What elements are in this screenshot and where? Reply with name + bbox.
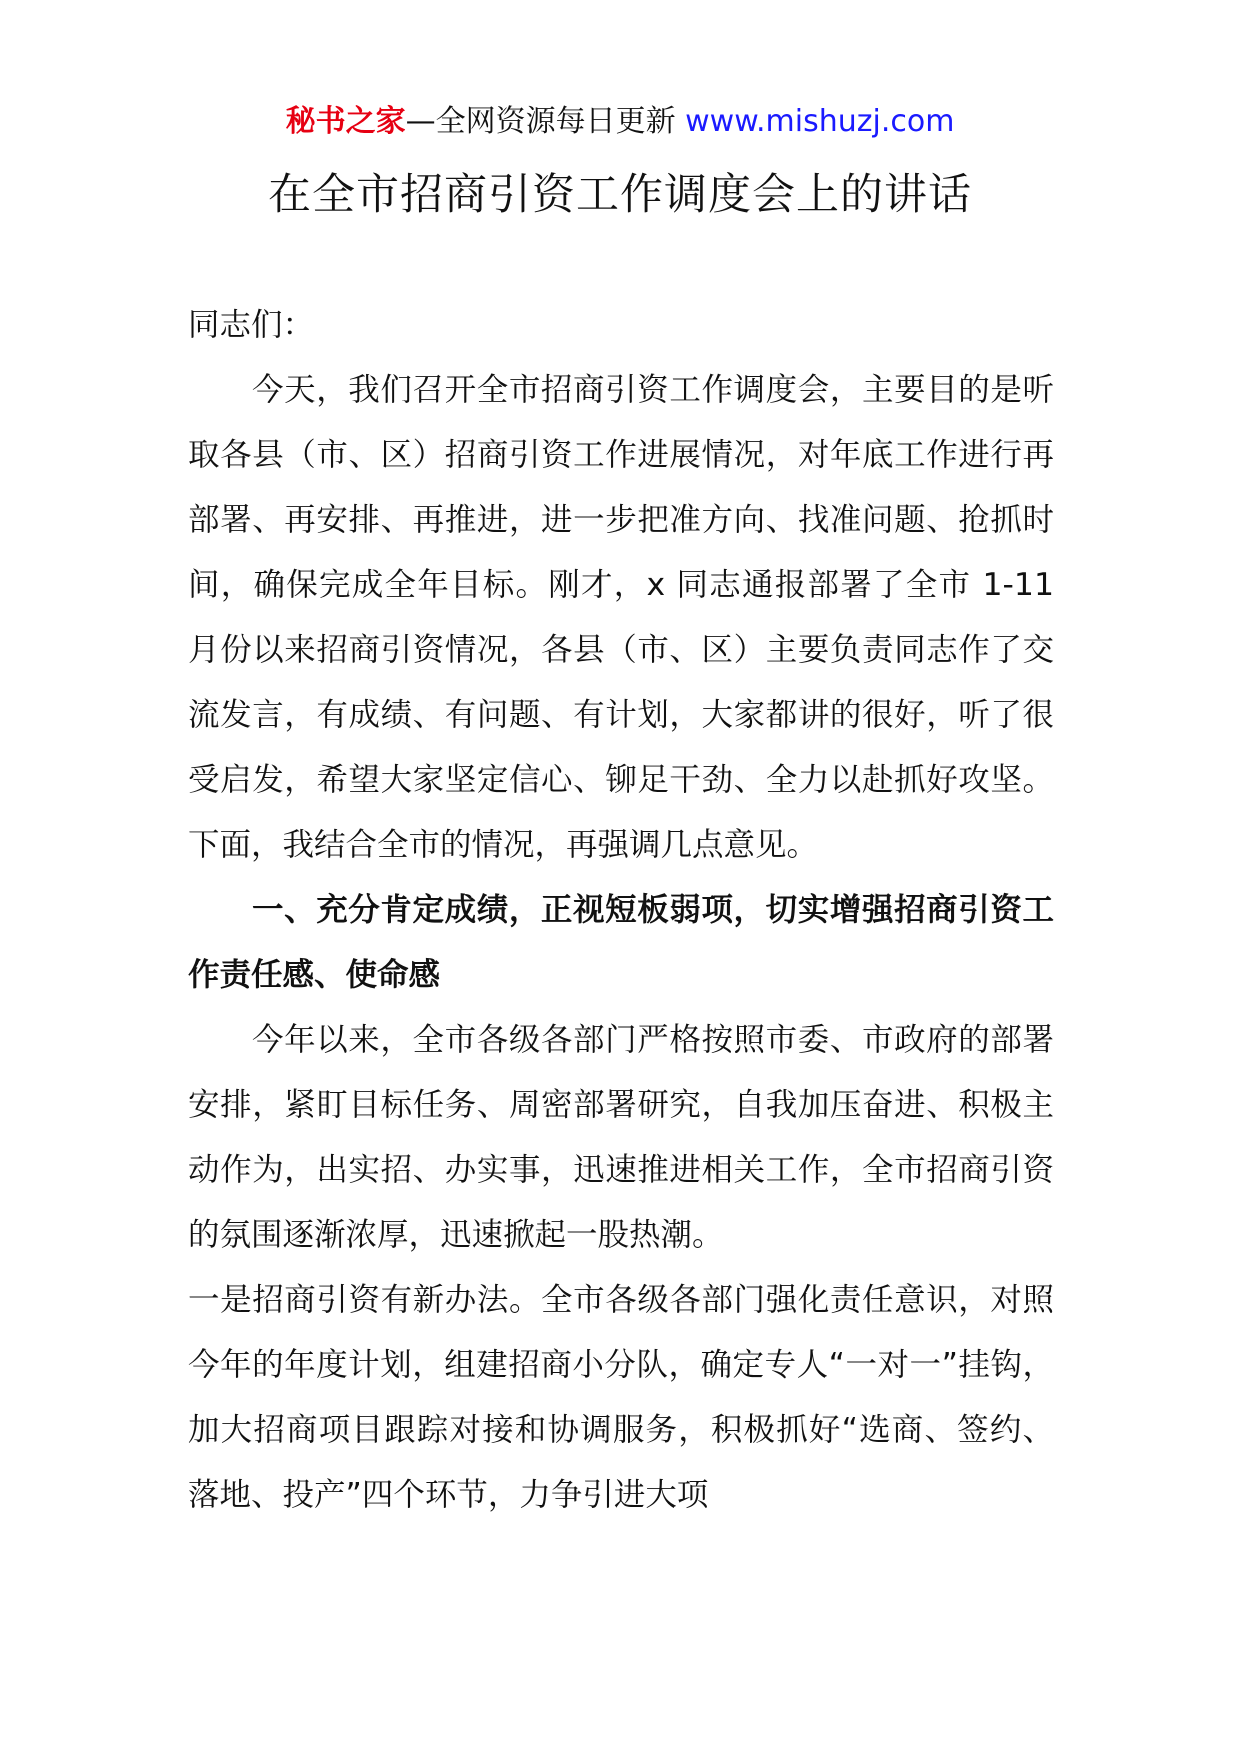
paragraph-achievements: 今年以来，全市各级各部门严格按照市委、市政府的部署安排，紧盯目标任务、周密部署研究，自我加压奋进、积极主动作为，出实招、办实事，迅速推进相关工作，全市招商引资的氛围逐渐浓厚，迅速掀起一股热潮。 (188, 1022, 1054, 1253)
document-body (188, 293, 1054, 1528)
site-banner (0, 102, 1240, 142)
document-title: 在全市招商引资工作调度会上的讲话 (268, 170, 972, 220)
salutation: 同志们： (188, 307, 315, 343)
site-url: www.mishuzj.com (685, 104, 955, 139)
section-heading-1: 一、充分肯定成绩，正视短板弱项，切实增强招商引资工作责任感、使命感 (188, 892, 1054, 993)
site-tagline: —全网资源每日更新 (405, 104, 686, 139)
site-brand-name: 秘书之家 (285, 104, 406, 139)
paragraph-opening: 今天，我们召开全市招商引资工作调度会，主要目的是听取各县（市、区）招商引资工作进展情况，对年底工作进行再部署、再安排、再推进，进一步把准方向、找准问题、抢抓时间，确保完成全年目标。刚才，x 同志通报部署了全市 1-11 月份以来招商引资情况，各县（市、区）主要负责同志作了交流发言，有成绩、有问题、有计划，大家都讲的很好，听了很受启发，希望大家坚定信心、铆足干劲、全力以赴抓好攻坚。下面，我结合全市的情况，再强调几点意见。 (188, 372, 1054, 863)
paragraph-new-methods: 一是招商引资有新办法。全市各级各部门强化责任意识，对照今年的年度计划，组建招商小分队，确定专人“一对一”挂钩，加大招商项目跟踪对接和协调服务，积极抓好“选商、签约、落地、投产”四个环节，力争引进大项 (188, 1282, 1054, 1513)
